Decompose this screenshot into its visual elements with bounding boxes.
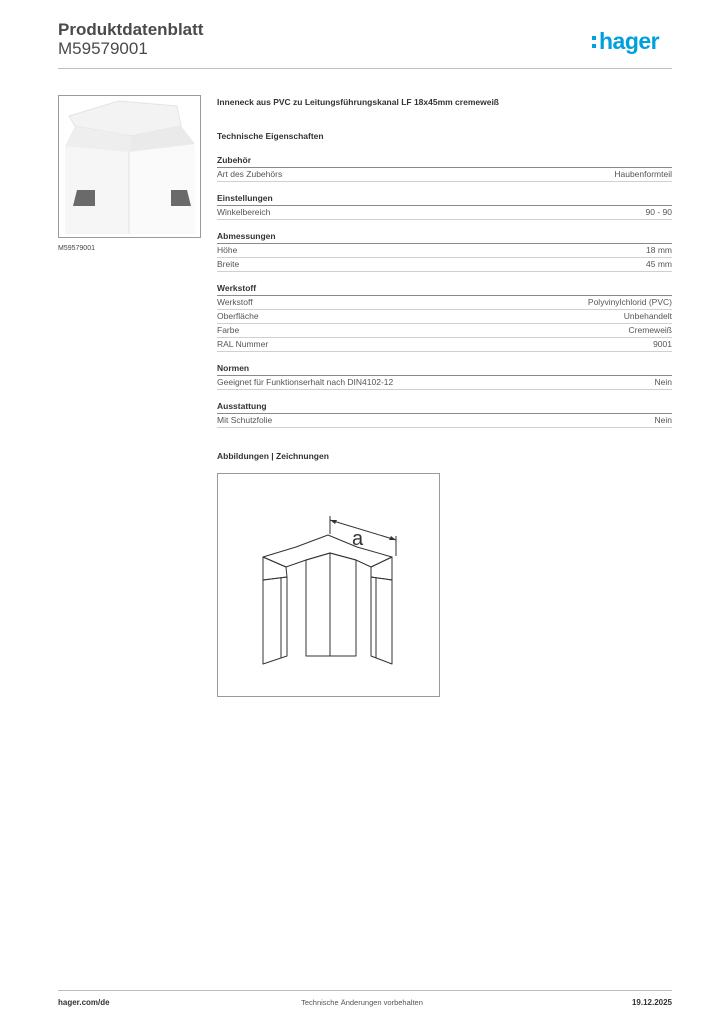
property-value: Nein [654, 415, 672, 425]
property-row [217, 244, 672, 258]
dimension-label: a [352, 528, 364, 550]
property-label: Breite [217, 259, 240, 269]
property-value: Haubenformteil [614, 169, 672, 179]
logo-wordmark: hager [599, 28, 660, 54]
property-label: Art des Zubehörs [217, 169, 283, 179]
page-title: Produktdatenblatt [58, 20, 204, 39]
property-row [217, 296, 672, 310]
property-section [217, 282, 672, 352]
properties-list [217, 154, 672, 428]
drawings-heading: Abbildungen | Zeichnungen [217, 451, 329, 461]
property-label: Mit Schutzfolie [217, 415, 273, 425]
technical-drawing [217, 473, 440, 697]
product-code: M59579001 [58, 39, 148, 58]
section-title: Einstellungen [217, 192, 672, 206]
footer-divider [58, 990, 672, 991]
property-value: 9001 [653, 339, 672, 349]
header-divider [58, 68, 672, 69]
property-value: Polyvinylchlorid (PVC) [587, 297, 672, 307]
section-title: Ausstattung [217, 400, 672, 414]
property-row [217, 206, 672, 220]
property-label: Höhe [217, 245, 238, 255]
section-title: Abmessungen [217, 230, 672, 244]
property-value: 90 - 90 [645, 207, 672, 217]
property-row [217, 338, 672, 352]
property-section [217, 192, 672, 220]
property-value: Cremeweiß [628, 325, 672, 335]
property-label: Oberfläche [217, 311, 259, 321]
property-row [217, 414, 672, 428]
property-row [217, 258, 672, 272]
footer-date: 19.12.2025 [631, 998, 672, 1007]
website-link[interactable]: hager.com/de [58, 998, 110, 1007]
property-row [217, 376, 672, 390]
product-details [217, 96, 672, 462]
property-label: Winkelbereich [217, 207, 271, 217]
property-label: Geeignet für Funktionserhalt nach DIN4102-12 [217, 377, 394, 387]
property-row [217, 324, 672, 338]
property-value: Nein [654, 377, 672, 387]
property-value: 45 mm [646, 259, 672, 269]
product-image [58, 95, 201, 238]
property-label: Farbe [217, 325, 240, 335]
property-section [217, 154, 672, 182]
property-section [217, 400, 672, 428]
property-row [217, 168, 672, 182]
image-caption: M59579001 [58, 245, 95, 252]
section-title: Werkstoff [217, 282, 672, 296]
property-row [217, 310, 672, 324]
property-label: Werkstoff [217, 297, 253, 307]
property-value: Unbehandelt [623, 311, 672, 321]
property-section [217, 362, 672, 390]
section-title: Zubehör [217, 154, 672, 168]
property-label: RAL Nummer [217, 339, 269, 349]
product-title: Inneneck aus PVC zu Leitungsführungskanal LF 18x45mm cremeweiß [217, 97, 499, 107]
footer-note: Technische Änderungen vorbehalten [301, 998, 423, 1007]
technical-properties-heading: Technische Eigenschaften [217, 131, 324, 141]
hager-logo [590, 27, 680, 57]
section-title: Normen [217, 362, 672, 376]
property-value: 18 mm [646, 245, 672, 255]
property-section [217, 230, 672, 272]
